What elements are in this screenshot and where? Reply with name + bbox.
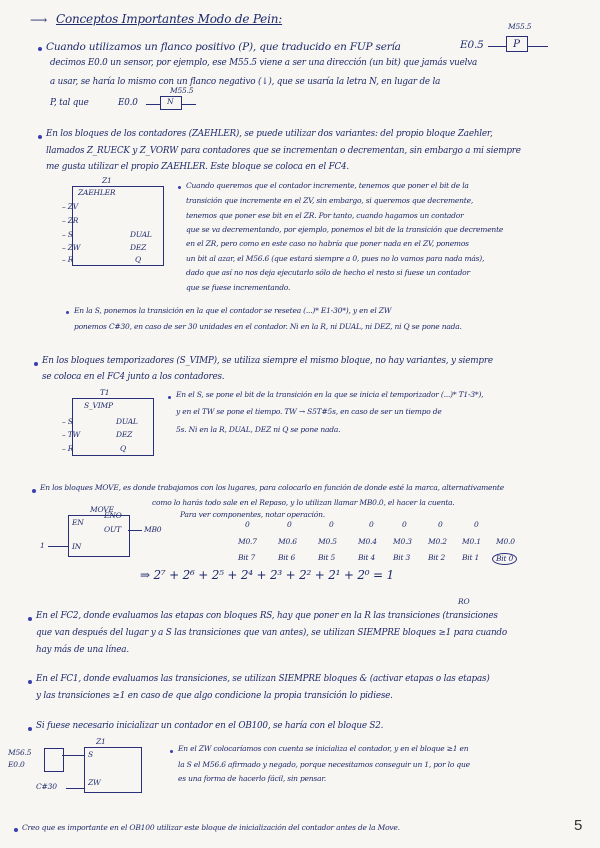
zaehler-dual: DUAL bbox=[130, 230, 152, 239]
bit-bot-3: Bit 4 bbox=[358, 553, 376, 562]
p7-line1: Si fuese necesario inicializar un contador en el OB100, se haría con el bloque S2. bbox=[36, 721, 384, 731]
svimp-dual: DUAL bbox=[116, 417, 138, 426]
zaehler-name: ZAEHLER bbox=[78, 188, 116, 197]
p3-line1: En los bloques temporizadores (S_VIMP), se utiliza siempre el mismo bloque, no hay variantes, y siempre bbox=[42, 356, 493, 366]
bit-mid-5: M0.2 bbox=[428, 537, 447, 546]
zaehler-q: Q bbox=[135, 255, 141, 264]
bullet-3 bbox=[34, 362, 38, 366]
move-out: OUT bbox=[104, 525, 121, 534]
p1-line1: Cuando utilizamos un flanco positivo (P), que traducido en FUP sería bbox=[46, 41, 401, 53]
p2-text-6: dado que así no nos deja ejecutarlo sólo de hecho el resto si fuese un contador bbox=[186, 268, 470, 277]
p2-text-3: que se va decrementando, por ejemplo, ponemos el bit de la transición que decremente bbox=[186, 225, 504, 234]
bit-mid-6: M0.1 bbox=[462, 537, 481, 546]
svimp-q: Q bbox=[120, 444, 126, 453]
bit-top-4: 0 bbox=[402, 520, 407, 529]
zaehler-zw: – ZW bbox=[62, 243, 81, 252]
p6-line2: y las transiciones ≥1 en caso de que algo condicione la propia transición lo pidiese. bbox=[36, 691, 393, 701]
bit-mid-1: M0.6 bbox=[278, 537, 297, 546]
bullet-1 bbox=[38, 47, 42, 51]
bullet-7 bbox=[28, 727, 32, 731]
zaehler-s: – S bbox=[62, 230, 73, 239]
title-arrow: ⟶ bbox=[30, 13, 48, 27]
bullet-5 bbox=[28, 617, 32, 621]
or-wire bbox=[62, 755, 84, 756]
move-eno: ENO bbox=[104, 511, 122, 520]
bit-bot-7: Bit 0 bbox=[492, 553, 517, 565]
bit-bot-6: Bit 1 bbox=[462, 553, 480, 562]
p1-label-top: M55.5 bbox=[508, 22, 532, 31]
p1-e05: E0.5 bbox=[460, 39, 484, 51]
svimp-top: T1 bbox=[100, 388, 110, 397]
bullet-2a bbox=[178, 186, 181, 189]
bullet-2b bbox=[66, 311, 69, 314]
p2-text-4: en el ZR, pero como en este caso no habría que poner nada en el ZV, ponemos bbox=[186, 239, 469, 248]
p3-text-0: En el S, se pone el bit de la transición en la que se inicia el temporizador (...)* T1-3*), bbox=[176, 390, 484, 399]
p4-line1: En los bloques MOVE, es donde trabajamos con los lugares, para colocarlo en función de donde esté la marca, alternativamente bbox=[40, 483, 504, 492]
move-in-addr: 1 bbox=[40, 541, 45, 550]
s2-s: S bbox=[88, 750, 93, 759]
s2-zw-wire bbox=[66, 788, 84, 789]
or-block bbox=[44, 748, 64, 772]
or-left-2: E0.0 bbox=[8, 760, 25, 769]
p2-text-5: un bit al azar, el M56.6 (que estará siempre a 0, pues no lo vamos para nada más), bbox=[186, 254, 485, 263]
svimp-name: S_VIMP bbox=[84, 401, 113, 410]
zaehler-zr: – ZR bbox=[62, 216, 79, 225]
bit-top-5: 0 bbox=[438, 520, 443, 529]
move-out-addr: MB0 bbox=[144, 525, 162, 534]
bit-top-2: 0 bbox=[329, 520, 334, 529]
zaehler-zv: – ZV bbox=[62, 202, 78, 211]
or-left-1: M56.5 bbox=[8, 748, 32, 757]
bullet-4 bbox=[32, 489, 36, 493]
p2-line2: llamados Z_RUECK y Z_VORW para contadores que se incrementan o decrementan, sin embargo a mi siempre bbox=[46, 146, 521, 156]
bullet-3a bbox=[168, 396, 171, 399]
p1-line3: a usar, se haría lo mismo con un flanco negativo (↓), que se usaría la letra N, en lugar de la bbox=[50, 77, 441, 87]
svimp-tw: – TW bbox=[62, 430, 81, 439]
move-in-wire bbox=[48, 546, 68, 547]
p6-line1: En el FC1, donde evaluamos las transiciones, se utilizan SIEMPRE bloques & (activar etapas o las etapas) bbox=[36, 674, 490, 684]
p2-line3: me gusta utilizar el propio ZAEHLER. Este bloque se coloca en el FC4. bbox=[46, 162, 350, 172]
svimp-r: – R bbox=[62, 444, 74, 453]
p2-text-0: Cuando queremos que el contador incremente, tenemos que poner el bit de la bbox=[186, 181, 469, 190]
p1-line2: decimos E0.0 un sensor, por ejemplo, ese M55.5 viene a ser una dirección (un bit) que jamás vuelva bbox=[50, 58, 478, 68]
p3-text-1: y en el TW se pone el tiempo. TW → S5T#5s, en caso de ser un tiempo de bbox=[176, 407, 442, 416]
bit-bot-5: Bit 2 bbox=[428, 553, 446, 562]
p8-line1: Creo que es importante en el OB100 utilizar este bloque de inicialización del contador antes de la Move. bbox=[22, 823, 400, 832]
p1-line4a: P, tal que bbox=[50, 98, 89, 108]
bit-top-0: 0 bbox=[245, 520, 250, 529]
move-in: IN bbox=[72, 542, 82, 551]
zaehler-top: Z1 bbox=[102, 176, 112, 185]
bit-top-6: 0 bbox=[474, 520, 479, 529]
svimp-dez: DEZ bbox=[116, 430, 133, 439]
p5-line1: En el FC2, donde evaluamos las etapas con bloques RS, hay que poner en la R las transiciones (transiciones bbox=[36, 611, 498, 621]
s2-zw: ZW bbox=[88, 778, 101, 787]
p2-text-2: tenemos que poner ese bit en el ZR. Por tanto, cuando hagamos un contador bbox=[186, 211, 464, 220]
bit-bot-0: Bit 7 bbox=[238, 553, 256, 562]
zaehler-block bbox=[72, 186, 164, 266]
bullet-8 bbox=[14, 828, 18, 832]
p2-s-line1: En la S, ponemos la transición en la que el contador se resetea (...)* E1-30*), y en el ZW bbox=[74, 306, 392, 315]
page-title: Conceptos Importantes Modo de Pein: bbox=[56, 12, 283, 26]
bit-mid-7: M0.0 bbox=[496, 537, 515, 546]
p7-text1: En el ZW colocaríamos con cuenta se inicializa el contador, y en el bloque ≥1 en bbox=[178, 744, 469, 753]
p5-line2: que van después del lugar y a S las transiciones que van antes), se utilizan SIEMPRE bloques ≥1 para cuando bbox=[36, 628, 507, 638]
p2-text-1: transición que incremente en el ZV, sin embargo, si queremos que decremente, bbox=[186, 196, 474, 205]
zaehler-r: – R bbox=[62, 255, 74, 264]
p7-text3: es una forma de hacerlo fácil, sin pensar. bbox=[178, 774, 327, 783]
p5-over-r: RO bbox=[458, 597, 470, 606]
bit-bot-4: Bit 3 bbox=[393, 553, 411, 562]
bit-mid-0: M0.7 bbox=[238, 537, 257, 546]
bullet-6 bbox=[28, 680, 32, 684]
svimp-s: – S bbox=[62, 417, 73, 426]
bit-mid-4: M0.3 bbox=[393, 537, 412, 546]
bit-bot-2: Bit 5 bbox=[318, 553, 336, 562]
p4-line2: como lo harás todo sale en el Repaso, y lo utilizan llamar MB0.0, el hacer la cuenta. bbox=[152, 498, 455, 507]
p4-line3: Para ver componentes, notar operación. bbox=[180, 510, 325, 519]
p3-text-2: 5s. Ni en la R, DUAL, DEZ ni Q se pone nada. bbox=[176, 425, 341, 434]
bullet-2 bbox=[38, 135, 42, 139]
p3-line2: se coloca en el FC4 junto a los contadores. bbox=[42, 372, 225, 382]
bit-bot-1: Bit 6 bbox=[278, 553, 296, 562]
p2-s-line2: ponemos C#30, en caso de ser 30 unidades en el contador. Ni en la R, ni DUAL, ni DEZ, ni Q se pone nada. bbox=[74, 322, 462, 331]
s2-cval: C#30 bbox=[36, 782, 57, 791]
p2-line1: En los bloques de los contadores (ZAEHLER), se puede utilizar dos variantes: del propio bloque Zaehler, bbox=[46, 129, 493, 139]
zaehler-dez: DEZ bbox=[130, 243, 147, 252]
p2-text-7: que se fuese incrementando. bbox=[186, 283, 291, 292]
p1-n-box: N bbox=[160, 96, 182, 110]
p4-formula: ⇒ 2⁷ + 2⁶ + 2⁵ + 2⁴ + 2³ + 2² + 2¹ + 2⁰ = 1 bbox=[140, 568, 394, 582]
p1-line4-e: E0.0 bbox=[118, 98, 138, 108]
bit-top-3: 0 bbox=[369, 520, 374, 529]
move-out-wire bbox=[128, 530, 142, 531]
p5-line3: hay más de una línea. bbox=[36, 645, 129, 655]
move-top: MOVE bbox=[90, 505, 114, 514]
p7-text2: la S el M56.6 afirmado y negado, porque necesitamos conseguir un 1, por lo que bbox=[178, 760, 470, 769]
bit-mid-3: M0.4 bbox=[358, 537, 377, 546]
move-en: EN bbox=[72, 518, 84, 527]
s2-top: Z1 bbox=[96, 737, 106, 746]
page-number: 5 bbox=[574, 817, 583, 834]
bullet-7a bbox=[170, 750, 173, 753]
p1-p-box: P bbox=[506, 36, 528, 52]
bit-mid-2: M0.5 bbox=[318, 537, 337, 546]
bit-top-1: 0 bbox=[287, 520, 292, 529]
p1-line4-top: M55.5 bbox=[170, 86, 194, 95]
